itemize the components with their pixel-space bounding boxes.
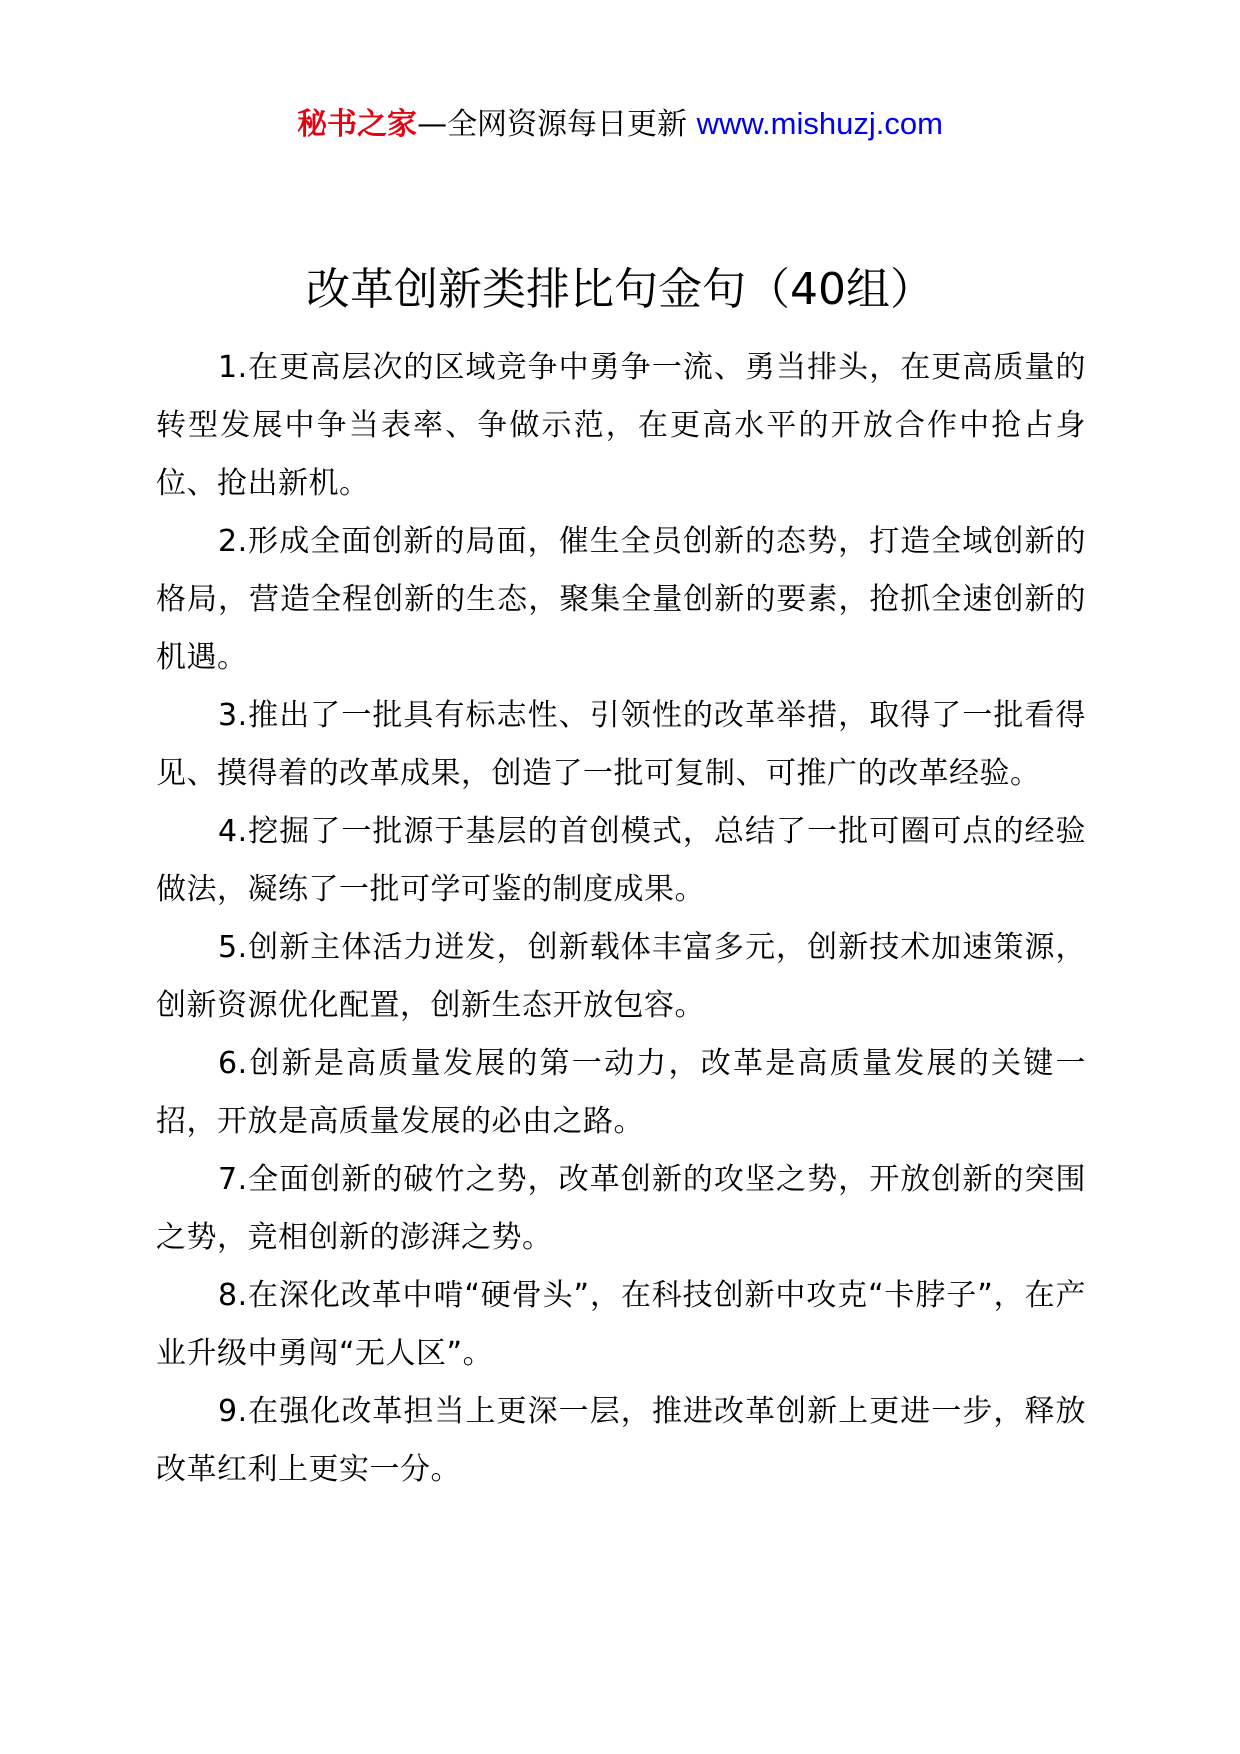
site-brand: 秘书之家 bbox=[297, 107, 418, 142]
document-body bbox=[156, 339, 1086, 1499]
paragraph: 5.创新主体活力迸发，创新载体丰富多元，创新技术加速策源，创新资源优化配置，创新生态开放包容。 bbox=[156, 930, 1086, 1023]
paragraph: 1.在更高层次的区域竞争中勇争一流、勇当排头，在更高质量的转型发展中争当表率、争做示范，在更高水平的开放合作中抢占身位、抢出新机。 bbox=[156, 350, 1086, 501]
site-url-link[interactable]: www.mishuzj.com bbox=[696, 106, 943, 141]
document-title: 改革创新类排比句金句（40组） bbox=[306, 264, 934, 315]
paragraph: 7.全面创新的破竹之势，改革创新的攻坚之势，开放创新的突围之势，竞相创新的澎湃之势。 bbox=[156, 1162, 1086, 1255]
site-header bbox=[0, 102, 1240, 147]
paragraph: 6.创新是高质量发展的第一动力，改革是高质量发展的关键一招，开放是高质量发展的必由之路。 bbox=[156, 1046, 1086, 1139]
paragraph: 4.挖掘了一批源于基层的首创模式，总结了一批可圈可点的经验做法，凝练了一批可学可鉴的制度成果。 bbox=[156, 814, 1086, 907]
paragraph: 8.在深化改革中啃“硬骨头”，在科技创新中攻克“卡脖子”，在产业升级中勇闯“无人区”。 bbox=[156, 1278, 1086, 1371]
paragraph: 3.推出了一批具有标志性、引领性的改革举措，取得了一批看得见、摸得着的改革成果，创造了一批可复制、可推广的改革经验。 bbox=[156, 698, 1086, 791]
paragraph: 9.在强化改革担当上更深一层，推进改革创新上更进一步，释放改革红利上更实一分。 bbox=[156, 1394, 1086, 1487]
site-slogan: —全网资源每日更新 bbox=[417, 107, 688, 142]
paragraph: 2.形成全面创新的局面，催生全员创新的态势，打造全域创新的格局，营造全程创新的生态，聚集全量创新的要素，抢抓全速创新的机遇。 bbox=[156, 524, 1086, 675]
